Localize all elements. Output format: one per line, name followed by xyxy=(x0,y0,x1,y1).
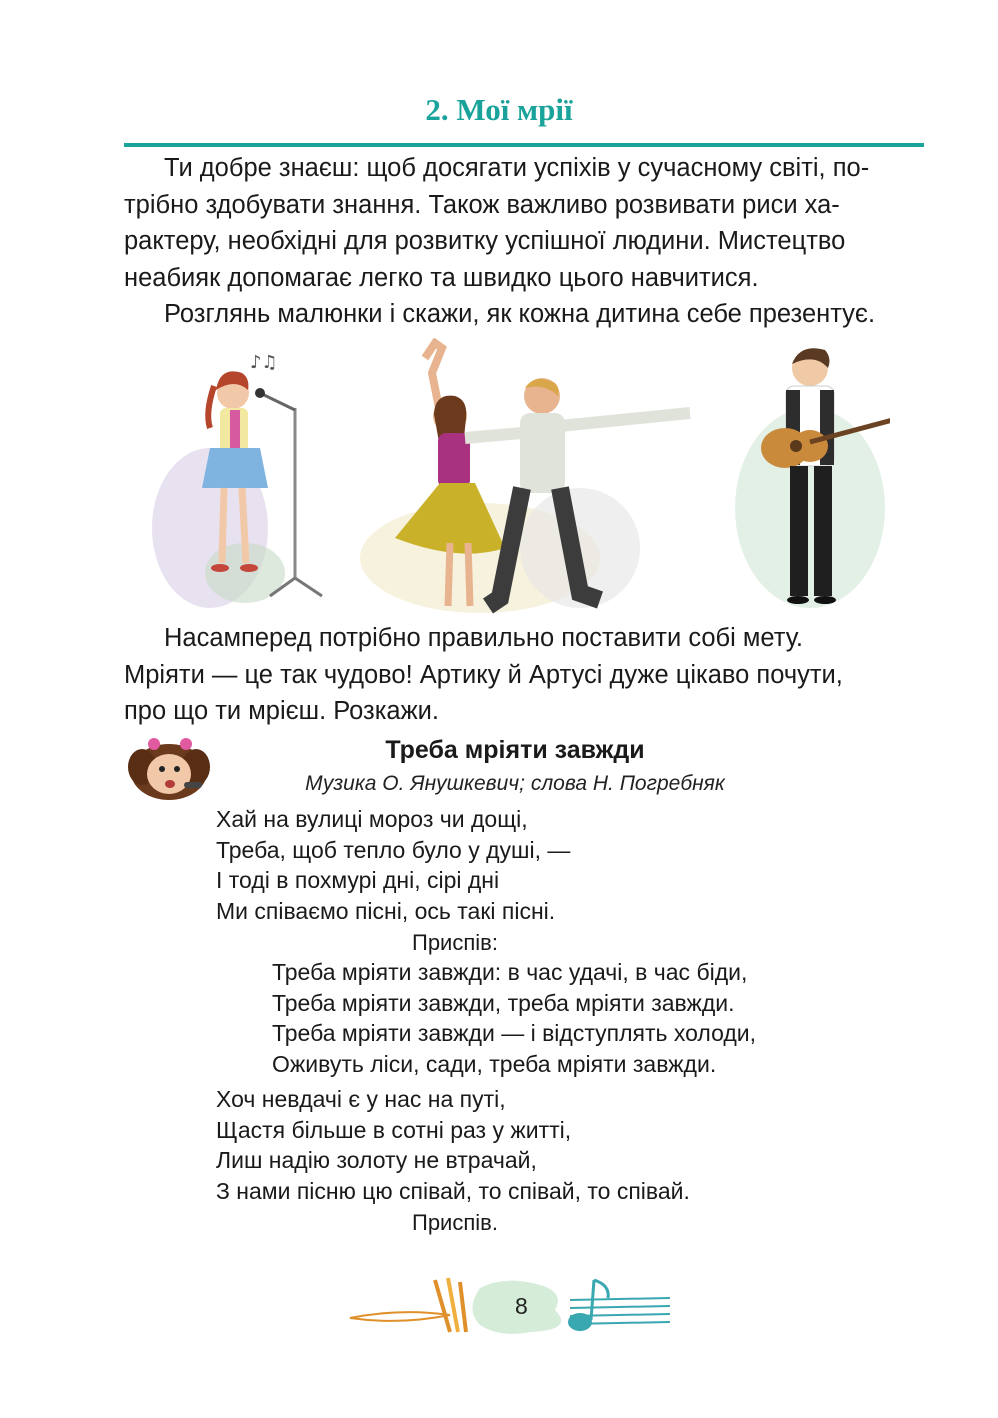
dream-paragraph xyxy=(124,620,924,730)
music-note-icon xyxy=(568,1280,670,1331)
guitarist-boy-illustration xyxy=(735,348,890,608)
chorus-label: Приспів: xyxy=(412,930,498,955)
prompt-text: Розглянь малюнки і скажи, як кожна дитина себе презентує. xyxy=(164,300,876,328)
singer-girl-illustration xyxy=(152,352,322,608)
title-underline xyxy=(124,143,924,147)
page-footer-decoration xyxy=(340,1270,670,1340)
verse-line: І тоді в похмурі дні, сірі дні xyxy=(216,867,500,893)
intro-line: неабияк допомагає легко та швидко цього навчитися. xyxy=(124,263,759,292)
verse-line: Лиш надію золоту не втрачай, xyxy=(216,1147,537,1173)
intro-line: трібно здобувати знання. Також важливо розвивати риси ха- xyxy=(124,190,840,219)
paintbrushes-icon xyxy=(350,1278,466,1332)
song-credit: Музика О. Янушкевич; слова Н. Погребняк xyxy=(305,772,725,795)
verse-line: Щастя більше в сотні раз у житті, xyxy=(216,1116,572,1143)
page-number: 8 xyxy=(515,1293,528,1319)
svg-text:♪♫: ♪♫ xyxy=(250,352,278,373)
chorus-line: Треба мріяти завжди — і відступлять холоди, xyxy=(272,1020,757,1046)
verse-line: Треба, щоб тепло було у душі, — xyxy=(216,836,571,863)
dream-line: про що ти мрієш. Розкажи. xyxy=(124,697,440,725)
verse-line: З нами пісню цю співай, то співай, то співай. xyxy=(216,1177,690,1204)
chorus-line: Треба мріяти завжди, треба мріяти завжди. xyxy=(272,989,735,1016)
illustrations xyxy=(150,338,890,618)
intro-paragraph xyxy=(124,150,924,296)
chorus-repeat: Приспів. xyxy=(412,1210,498,1235)
verse-line: Хай на вулиці мороз чи дощі, xyxy=(216,806,528,832)
intro-line: рактеру, необхідні для розвитку успішної людини. Мистецтво xyxy=(124,227,846,255)
page-title: 2. Мої мрії xyxy=(425,92,573,127)
verse-line: Хоч невдачі є у нас на путі, xyxy=(216,1086,506,1112)
prompt-paragraph xyxy=(124,296,924,333)
verse-1 xyxy=(216,804,570,926)
chorus-line: Оживуть ліси, сади, треба мріяти завжди. xyxy=(272,1050,717,1077)
verse-2 xyxy=(216,1084,690,1206)
dream-line: Насамперед потрібно правильно поставити собі мету. xyxy=(164,624,804,652)
dream-line: Мріяти — це так чудово! Артику й Артусі дуже цікаво почути, xyxy=(124,660,843,689)
intro-line: Ти добре знаєш: щоб досягати успіхів у сучасному світі, по- xyxy=(164,154,870,182)
dancing-couple-illustration xyxy=(360,343,690,613)
song-title: Треба мріяти завжди xyxy=(385,736,645,764)
chorus xyxy=(272,957,756,1079)
verse-line: Ми співаємо пісні, ось такі пісні. xyxy=(216,897,556,924)
singing-girl-icon xyxy=(124,732,214,802)
chorus-line: Треба мріяти завжди: в час удачі, в час біди, xyxy=(272,959,748,985)
